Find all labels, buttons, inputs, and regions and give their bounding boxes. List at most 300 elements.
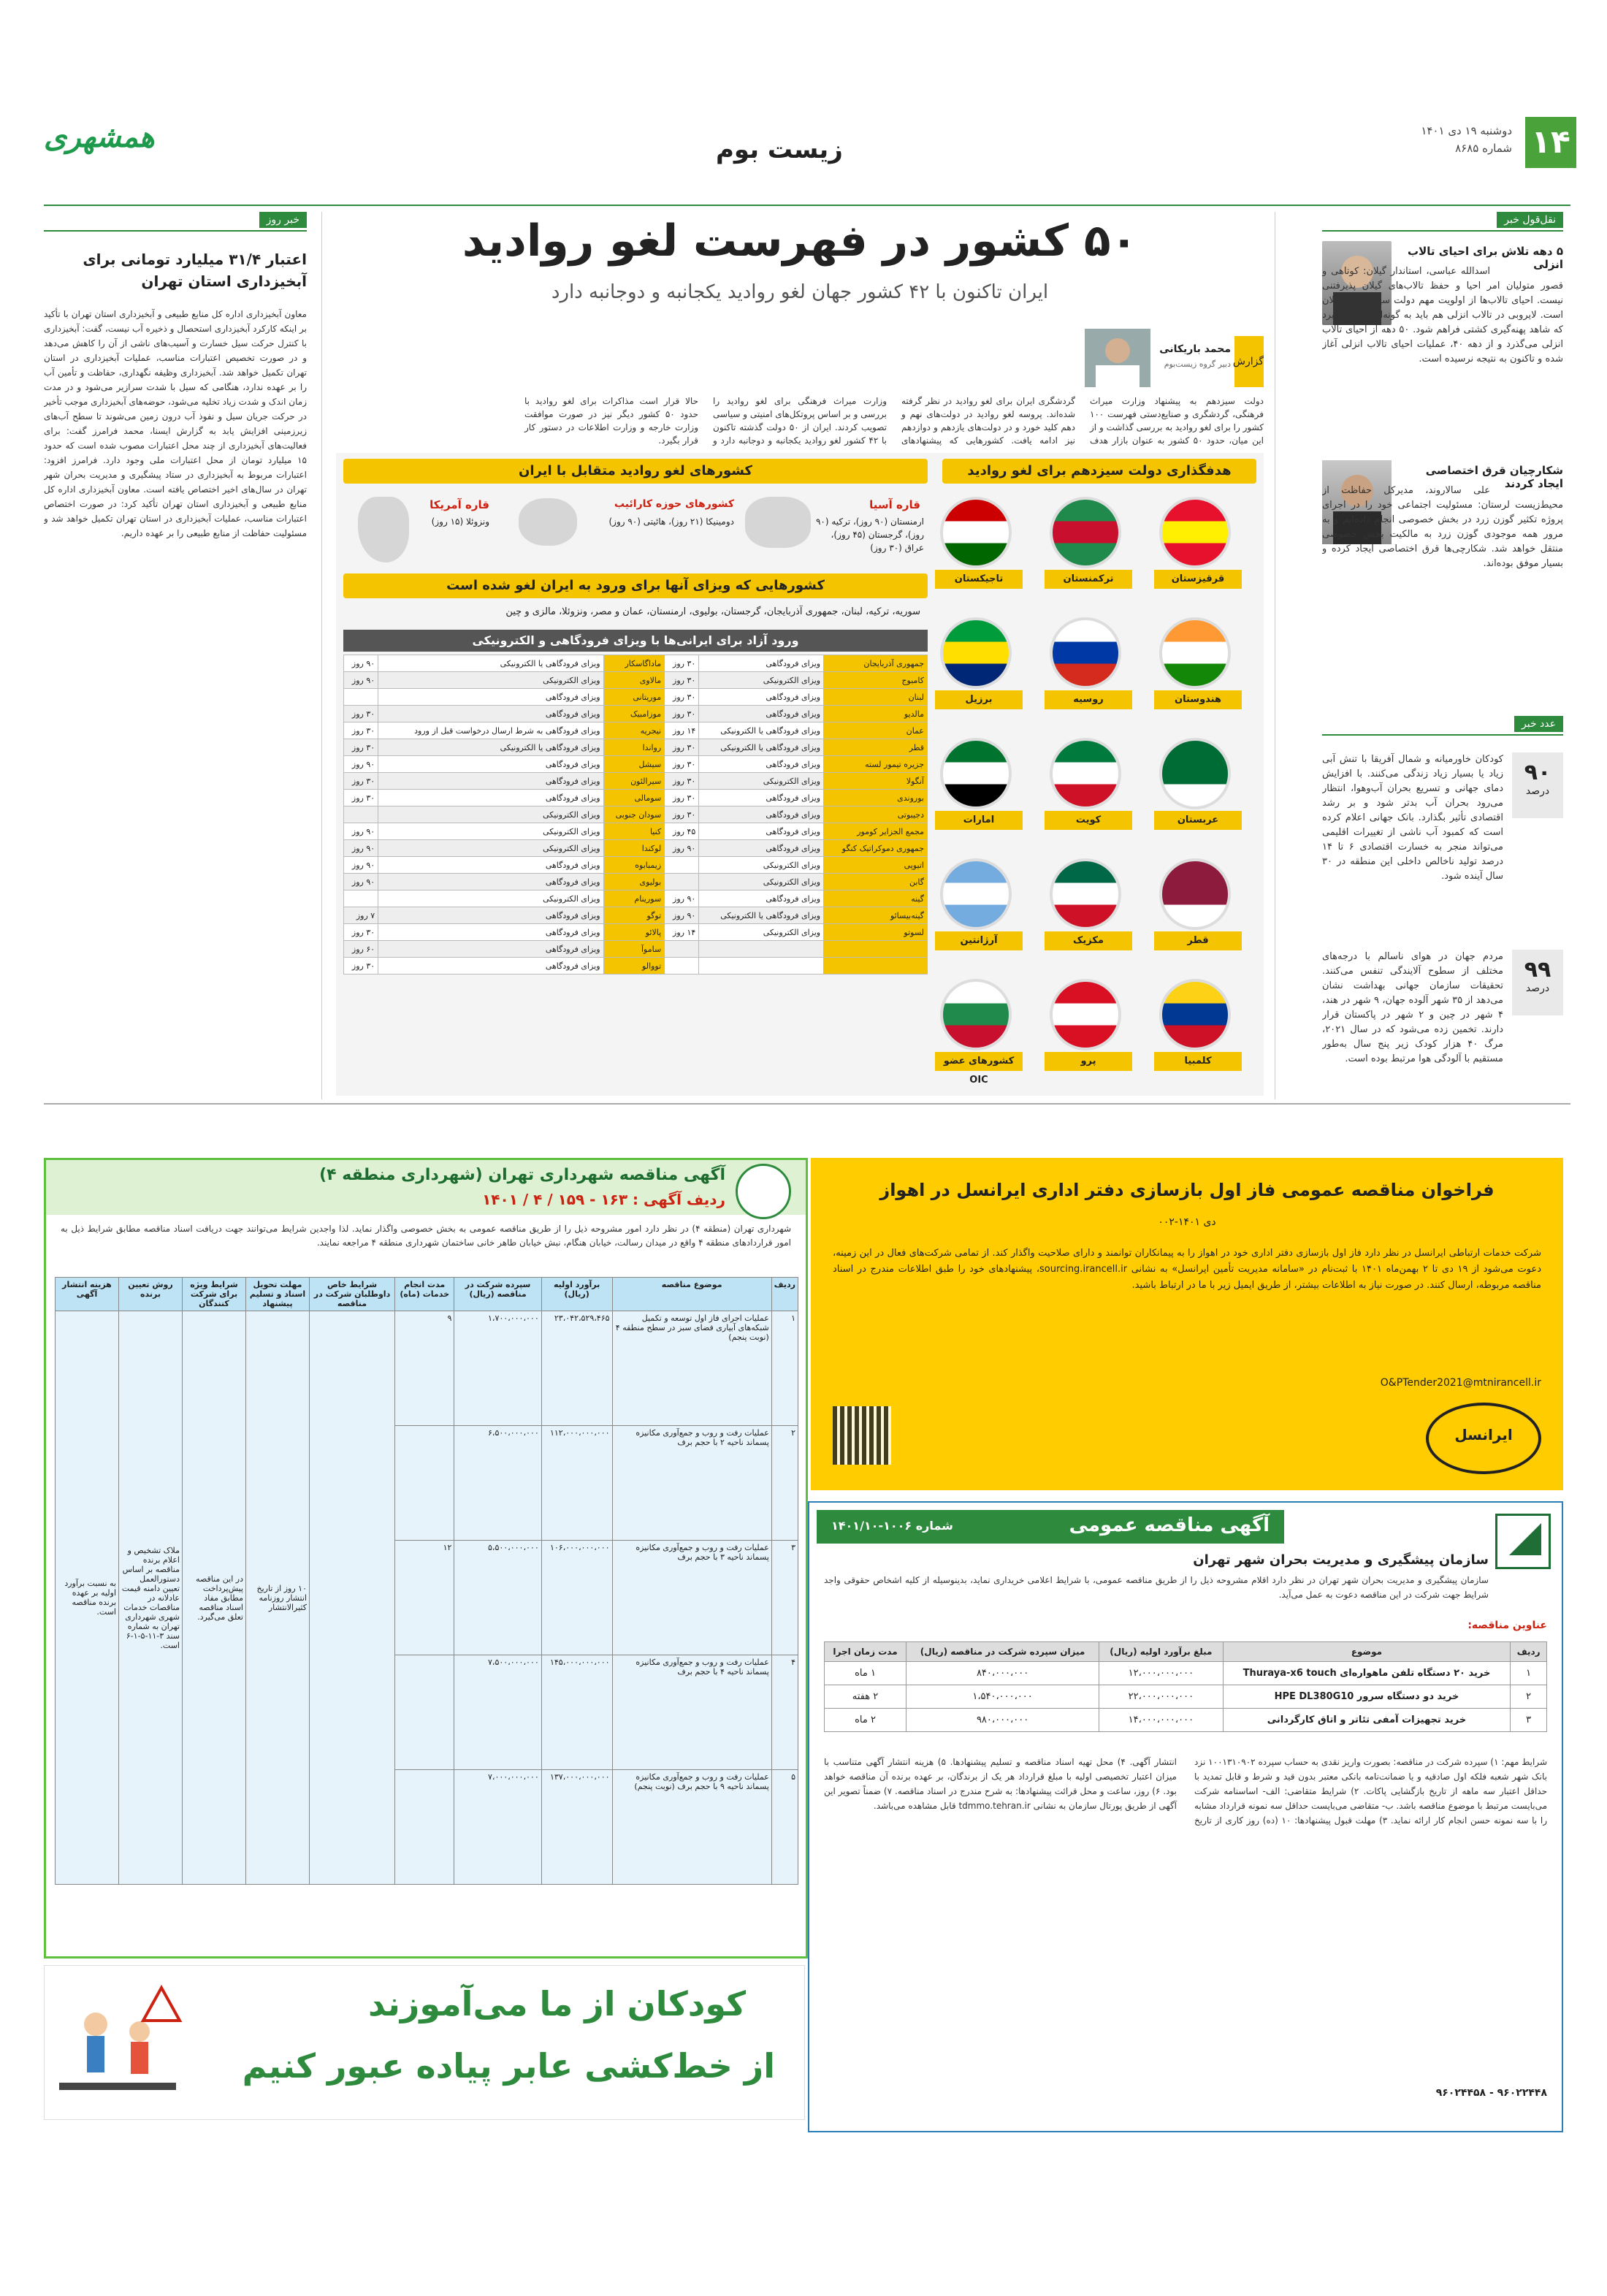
mtn-code: دی ۱۴۰۱-۰۰۲ (1158, 1216, 1216, 1228)
table-cell: ویزای الکترونیکی (378, 672, 603, 689)
table-cell: کامبوج (824, 672, 928, 689)
table-cell: خرید دو دستگاه سرور HPE DL380G10 (1223, 1685, 1511, 1709)
table-cell: ۹۰ روز (665, 840, 699, 857)
table-cell (699, 941, 824, 958)
municipality-ad (44, 1158, 808, 1959)
table-cell (395, 1770, 454, 1885)
table-cell: ماداگاسکار (603, 655, 665, 672)
table-cell: کنیا (603, 823, 665, 840)
flag-label: پرو (1045, 1052, 1132, 1071)
table-cell: ۹۰ روز (344, 655, 378, 672)
band-target-title: هدفگذاری دولت سیزدهم برای لغو روادید (967, 463, 1232, 478)
table-cell: ۸۴۰،۰۰۰،۰۰۰ (906, 1662, 1099, 1685)
quote-1-title: ۵ دهه تلاش برای احیای تالاب انزلی (1408, 245, 1563, 271)
flag-label: کشورهای عضو OIC (935, 1052, 1023, 1071)
table-cell: ویزای فرودگاهی (378, 874, 603, 890)
table-cell (824, 941, 928, 958)
news-body: معاون آبخیزداری اداره کل منابع طبیعی و آبخیزداری استان تهران با تأکید بر اینکه کارکرد آبخیزداری استحصال و ذخیره آب نیست، گفت: آبخیزداری با کنترل حرکت سیل خسارت و آسیب‌های ناشی از آن را کاهش می‌دهد و در صورت تخصیص اعتبارات مناسب، عملیات آبخیزداری در استان تهران تکمیل خواهد شد. آبخیزداری وظیفه نگهداری، حفاظت و تأمین آب را بر عهده ندارد، هنگامی که سیل با شدت سرازیر می‌شود و در مدت زمان اندک و شدت زیاد تخلیه می‌شود، حوضه‌های آبخیزداری موجب تأخیر در حرکت جریان سیل و نفوذ آب درون زمین می‌شوند تا سطح آب‌های زیرزمینی افزایش یابد به گزارش ایسنا، محمد فرامرز گفت: برای فعالیت‌های آبخیزداری از چند محل اعتبارات مصوب شده است که حدود ۱۵ میلیارد تومان از محل اعتبارات ملی وجود دارد. فرامرز افزود: اعتبارات مربوط به آبخیزداری در ستاد پیشگیری و مدیریت بحران شهر تهران در سال‌های اخیر اختصاص یافته است. معاون آبخیزداری اداره کل منابع طبیعی و آبخیزداری استان تهران تأکید کرد: در صورت اختصاص اعتبارات مناسب، عملیات آبخیزداری در استان تهران تکمیل خواهد شد و مسئولیت حفاظت از منابع طبیعی را بر عهده داریم. (44, 309, 307, 538)
crisis-table (824, 1641, 1547, 1732)
table-cell: ۳۰ روز (665, 739, 699, 756)
table-cell: ویزای فرودگاهی (699, 689, 824, 706)
tehran-emblem-icon (736, 1164, 791, 1219)
table-cell: لسوتو (824, 924, 928, 941)
flag-label: تاجیکستان (935, 570, 1023, 589)
table-cell: ویزای فرودگاهی (699, 840, 824, 857)
table-cell: ۳۰ روز (665, 790, 699, 806)
table-cell: ۳۰ روز (665, 706, 699, 722)
mtn-email[interactable]: O&PTender2021@mtnirancell.ir (1380, 1377, 1541, 1389)
headline: ۵۰ کشور در فهرست لغو روادید (462, 216, 1138, 267)
column-divider (321, 212, 322, 1099)
table-cell: ۹ (395, 1311, 454, 1426)
table-cell: ۹۰ روز (344, 857, 378, 874)
left-column (44, 212, 307, 1103)
flag-icon (1050, 858, 1121, 930)
table-cell: ویزای فرودگاهی (699, 706, 824, 722)
table-row (344, 874, 928, 890)
table-cell: ۱۲،۰۰۰،۰۰۰،۰۰۰ (1099, 1662, 1224, 1685)
quote-2-body: علی سالاروند، مدیرکل حفاظت از محیط‌زیست لرستان: مسئولیت اجتماعی خود را در اجرای پروژه تکثیر گوزن زرد در بخش خصوصی انجام داده‌ایم و به مرور همه موجودی گوزن زرد به مالکیت بخش خصوصی منتقل خواهد شد. شکارچی‌ها قرق اختصاصی ایجاد کرده و بسیار موفق بوده‌اند. (1322, 485, 1563, 569)
table-cell: ۷،۵۰۰،۰۰۰،۰۰۰ (454, 1655, 541, 1770)
children-illustration (52, 1980, 183, 2112)
flag-label: مکزیک (1045, 931, 1132, 950)
section-rule (44, 1103, 1570, 1105)
conditions-cell (310, 1311, 395, 1885)
column-header: مدت انجام خدمات (ماه) (395, 1278, 454, 1311)
table-cell: قطر (824, 739, 928, 756)
table-cell: ویزای الکترونیکی (699, 857, 824, 874)
table-cell: عملیات رفت و روب و جمع‌آوری مکانیزه پسماند ناحیه ۹ با حجم برف (نوبت پنجم) (612, 1770, 771, 1885)
flag-icon (1050, 497, 1121, 568)
table-cell: ۹۸۰،۰۰۰،۰۰۰ (906, 1709, 1099, 1732)
table-cell: ۶،۵۰۰،۰۰۰،۰۰۰ (454, 1426, 541, 1541)
column-header: مهلت تحویل اسناد و تسلیم پیشنهاد (246, 1278, 310, 1311)
lead-text: دولت سیزدهم به پیشنهاد وزارت میراث فرهنگی، گردشگری و صنایع‌دستی فهرست ۱۰۰ کشور را برای لغو روادید به بررسی گذاشت و از این میان، حدود ۵۰ کشور به عنوان بازار هدف گردشگری ایران برای لغو روادید در نظر گرفته شده‌اند. پروسه لغو روادید در دولت‌های نهم و دهم کلید خورد و در دولت‌های یازدهم و دوازدهم نیز ادامه یافت. کشورهایی که پیشنهادهای وزارت میراث فرهنگی برای لغو روادید را بررسی و بر اساس پروتکل‌های امنیتی و سیاسی تصویب کردند. ایران از ۵۰ دولت گذشته تاکنون با ۴۲ کشور لغو روادید یکجانبه و دوجانبه دارد و حالا قرار است مذاکرات برای لغو روادید با حدود ۵۰ کشور دیگر نیز در صورت موافقت وزارت خارجه و وزارت اطلاعات در دستور کار قرار بگیرد. (524, 396, 1264, 446)
table-cell (344, 890, 378, 907)
stat-box-2 (1512, 950, 1563, 1015)
table-cell: ۵،۵۰۰،۰۰۰،۰۰۰ (454, 1541, 541, 1655)
table-cell: ۱۲ (395, 1541, 454, 1655)
news-title: اعتبار ۳۱/۴ میلیارد تومانی برای آبخیزداری استان تهران (83, 251, 307, 290)
table-cell: دجیبوتی (824, 806, 928, 823)
org-emblem-icon (1502, 1516, 1549, 1563)
crisis-phone: ۹۶۰۲۲۴۴۸ - ۹۶۰۲۴۴۵۸ (1435, 2087, 1547, 2099)
mtn-title: فراخوان مناقصه عمومی فاز اول بازسازی دفتر اداری ایرانسل در اهواز (879, 1180, 1495, 1200)
table-cell: ملاک تشخیص و اعلام برنده مناقصه بر اساس دستورالعمل تعیین دامنه قیمت عادلانه در مناقصات خدمات شهری شهرداری تهران به شماره سند ۳-۱۱-۵-۱-۶ است. (119, 1311, 183, 1885)
table-cell: عملیات رفت و روب و جمع‌آوری مکانیزه پسماند ناحیه ۴ با حجم برف (612, 1655, 771, 1770)
column-header: سپرده شرکت در مناقصه (ریال) (454, 1278, 541, 1311)
table-row (56, 1311, 798, 1426)
asia-title: قاره آسیا (869, 498, 920, 511)
issue-date: دوشنبه ۱۹ دی ۱۴۰۱ (1421, 124, 1512, 137)
band-entry (343, 573, 928, 598)
logo: همشهری (44, 121, 155, 154)
table-cell (699, 958, 824, 975)
header (0, 95, 1607, 175)
band-mutual (343, 459, 928, 484)
table-cell: سیشل (603, 756, 665, 773)
table-cell: مالاوی (603, 672, 665, 689)
table-row (344, 756, 928, 773)
stat-unit: درصد (1525, 983, 1550, 994)
table-cell (665, 958, 699, 975)
flag-icon (1050, 738, 1121, 809)
table-cell: ویزای فرودگاهی یا الکترونیکی (378, 655, 603, 672)
asia-map (745, 497, 811, 548)
column-header: روش تعیین برنده (119, 1278, 183, 1311)
main-story (336, 212, 1264, 1103)
table-cell: ۳۰ روز (344, 773, 378, 790)
banner-line-2: از خط‌کشی عابر پیاده عبور کنیم (242, 2046, 775, 2086)
table-cell: ۱ (771, 1311, 798, 1426)
carib-map (519, 498, 577, 546)
table-cell: ۳۰ روز (344, 790, 378, 806)
table-cell: ۲ هفته (825, 1685, 906, 1709)
band-mutual-title: کشورهای لغو روادید متقابل با ایران (518, 463, 753, 478)
table-cell: ویزای فرودگاهی یا الکترونیکی (699, 739, 824, 756)
flag-icon (940, 738, 1012, 809)
asia-text: ارمنستان (۹۰ روز)، ترکیه (۹۰ روز)، گرجستان (۴۵ روز)، عراق (۳۰ روز) (815, 516, 924, 553)
table-cell: ۱،۵۴۰،۰۰۰،۰۰۰ (906, 1685, 1099, 1709)
table-cell: نیجریه (603, 722, 665, 739)
table-cell (665, 857, 699, 874)
crossing-icon (52, 1980, 183, 2112)
visa-table (343, 655, 928, 975)
table-row (344, 840, 928, 857)
crisis-number: شماره ۱۰۰۶-۱۴۰۱/۱۰ (831, 1519, 953, 1533)
table-cell: ۳۰ روز (344, 739, 378, 756)
table-cell: ویزای فرودگاهی (699, 655, 824, 672)
table-cell: ویزای فرودگاهی (378, 689, 603, 706)
stat-value: ۹۰ (1524, 760, 1551, 785)
table-cell: بولیوی (603, 874, 665, 890)
table-cell: ۲۲،۰۰۰،۰۰۰،۰۰۰ (1099, 1685, 1224, 1709)
column-header: ردیف (1511, 1642, 1547, 1662)
table-cell: ویزای فرودگاهی به شرط ارسال درخواست قبل از ورود (378, 722, 603, 739)
table-cell: جمهوری آذربایجان (824, 655, 928, 672)
table-row (344, 857, 928, 874)
band-entry-title: کشورهایی که ویزای آنها برای ورود به ایران لغو شده است (446, 578, 825, 593)
table-cell: سودان جنوبی (603, 806, 665, 823)
table-cell: توگو (603, 907, 665, 924)
crisis-banner (817, 1510, 1284, 1544)
municipality-intro: شهرداری تهران (منطقه ۴) در نظر دارد امور مشروحه ذیل را از طریق مناقصه عمومی به بخش خصوصی واگذار نماید. لذا واجدین شرایط می‌توانند جهت دریافت اسناد مناقصه مطابق شرایط ذیل به امور قراردادهای منطقه ۴ واقع در میدان رسالت، خیابان هنگام، نبش خیابان طاهر خانی ساختمان شهرداری منطقه ۴ مراجعه نمایند. (61, 1224, 792, 1248)
quote-1-body: اسدالله عباسی، استاندار گیلان: کوتاهی و قصور متولیان امر احیا و حفظ تالاب‌های گیلان پذیرفتنی نیست. احیای تالاب‌ها از اولویت مهم دولت سیزدهم در گیلان است. لایروبی در تالاب انزلی هم باید به گونه‌ای صورت گیرد که شاهد پهنه‌گیری کشتی فراهم شود. ۵۰ دهه از احیای تالاب انزلی می‌گذرد و از دهه ۴۰، عملیات احیای تالاب انزلی آغاز شده و تاکنون به نتیجه نرسیده است. (1322, 266, 1563, 365)
header-rule (44, 205, 1570, 206)
table-cell (344, 689, 378, 706)
table-cell: ویزای فرودگاهی (699, 790, 824, 806)
table-row (344, 739, 928, 756)
column-header: شرایط ویژه برای شرکت کنندگان (183, 1278, 246, 1311)
flag-icon (940, 497, 1012, 568)
column-header: برآورد اولیه (ریال) (541, 1278, 612, 1311)
column-header: میزان سپرده شرکت در مناقصه (ریال) (906, 1642, 1099, 1662)
table-cell: ویزای فرودگاهی (699, 890, 824, 907)
flag-icon (1050, 617, 1121, 689)
table-cell: زیمبابوه (603, 857, 665, 874)
table-cell: ۲ ماه (825, 1709, 906, 1732)
table-cell: لبنان (824, 689, 928, 706)
table-cell (665, 941, 699, 958)
column-header: موضوع مناقصه (612, 1278, 771, 1311)
report-tag: گزارش (1234, 336, 1264, 387)
flag-label: امارات (935, 811, 1023, 830)
flag-label: ترکمنستان (1045, 570, 1132, 589)
table-cell: ۳۰ روز (344, 706, 378, 722)
table-row (344, 958, 928, 975)
table-cell: ۳۰ روز (665, 655, 699, 672)
column-header: مبلغ برآورد اولیه (ریال) (1099, 1642, 1224, 1662)
table-cell (665, 874, 699, 890)
table-row (344, 823, 928, 840)
table-cell: ۱۴۵،۰۰۰،۰۰۰،۰۰۰ (541, 1655, 612, 1770)
table-cell: ۴ (771, 1655, 798, 1770)
table-row (344, 806, 928, 823)
table-cell: ۱۰۶،۰۰۰،۰۰۰،۰۰۰ (541, 1541, 612, 1655)
column-header: موضوع (1223, 1642, 1511, 1662)
table-cell: ویزای الکترونیکی (378, 840, 603, 857)
table-cell: ۲۳،۰۴۲،۵۲۹،۴۶۵ (541, 1311, 612, 1426)
mtn-logo (1426, 1403, 1541, 1474)
table-cell: به نسبت برآورد اولیه بر عهده برنده مناقصه است. (56, 1311, 119, 1885)
qr-code-icon[interactable] (833, 1406, 891, 1465)
table-row (344, 672, 928, 689)
table-cell: ۱۴ روز (665, 924, 699, 941)
table-row (344, 722, 928, 739)
author-photo (1085, 329, 1150, 387)
table-cell: ویزای الکترونیکی (699, 924, 824, 941)
table-cell: ۳۰ روز (344, 924, 378, 941)
table-row (344, 907, 928, 924)
table-cell: ویزای فرودگاهی (378, 773, 603, 790)
table-cell: ۹۰ روز (344, 840, 378, 857)
table-cell: ویزای فرودگاهی (378, 857, 603, 874)
table-cell: ۹۰ روز (344, 823, 378, 840)
table-cell: ویزای فرودگاهی یا الکترونیکی (699, 907, 824, 924)
table-cell: ۱ ماه (825, 1662, 906, 1685)
table-cell: مجمع الجزایر کومور (824, 823, 928, 840)
flag-label: آرژانتین (935, 931, 1023, 950)
table-cell: لوکندا (603, 840, 665, 857)
stat-value: ۹۹ (1524, 957, 1551, 983)
table-row (825, 1662, 1547, 1685)
flag-icon (1050, 979, 1121, 1050)
table-cell: مالدیو (824, 706, 928, 722)
flag-icon (940, 858, 1012, 930)
table-cell: جزیره تیمور لسته (824, 756, 928, 773)
table-cell: ویزای فرودگاهی (378, 756, 603, 773)
table-cell: ۳۰ روز (344, 958, 378, 975)
table-cell: جمهوری دموکراتیک کنگو (824, 840, 928, 857)
column-header: شرایط خاص داوطلبان شرکت در مناقصه (310, 1278, 395, 1311)
table-cell: ویزای فرودگاهی (378, 924, 603, 941)
section-title: زیست بوم (716, 135, 843, 164)
crisis-logo (1495, 1514, 1551, 1569)
flag-label: برزیل (935, 690, 1023, 709)
table-cell: ۱۱۲،۰۰۰،۰۰۰،۰۰۰ (541, 1426, 612, 1541)
table-row (344, 924, 928, 941)
right-column (1322, 212, 1563, 1088)
table-row (825, 1709, 1547, 1732)
table-cell: ویزای فرودگاهی یا الکترونیکی (699, 722, 824, 739)
table-cell: گینه‌بیسائو (824, 907, 928, 924)
flag-icon (940, 617, 1012, 689)
municipality-title: آگهی مناقصه شهرداری تهران (شهرداری منطقه ۴) (319, 1166, 725, 1184)
table-cell: ۱ (1511, 1662, 1547, 1685)
crisis-org: سازمان پیشگیری و مدیریت بحران شهر تهران (1193, 1552, 1489, 1568)
flag-label: روسیه (1045, 690, 1132, 709)
table-cell: ویزای فرودگاهی (378, 790, 603, 806)
municipality-table (55, 1277, 798, 1885)
table-cell: خرید ۲۰ دستگاه تلفن ماهواره‌ای Thuraya-x6 touch (1223, 1662, 1511, 1685)
table-cell: گابن (824, 874, 928, 890)
table-cell: ویزای فرودگاهی (699, 756, 824, 773)
author-icon (1085, 329, 1150, 387)
table-row (344, 890, 928, 907)
mtn-ad (811, 1158, 1563, 1490)
author-name: محمد باریکانی (1159, 343, 1231, 355)
table-cell: ۱۰ روز از تاریخ انتشار روزنامه کثیرالانتشار (246, 1311, 310, 1885)
table-cell: ویزای الکترونیکی (378, 890, 603, 907)
column-header: ردیف (771, 1278, 798, 1311)
table-cell: ۳۰ روز (665, 773, 699, 790)
column-header: هزینه انتشار آگهی (56, 1278, 119, 1311)
table-cell: اتیوپی (824, 857, 928, 874)
flag-icon (1159, 497, 1231, 568)
crisis-intro: سازمان پیشگیری و مدیریت بحران شهر تهران در نظر دارد اقلام مشروحه ذیل را از طریق مناقصه عمومی، با شرایط اعلامی خریداری نماید، بدینوسیله از کلیه اشخاص حقوقی واجد شرایط جهت شرکت در این مناقصه دعوت به عمل می‌آید. (824, 1575, 1489, 1600)
table-cell: رواندا (603, 739, 665, 756)
number-tag: عدد خبر (1514, 716, 1563, 732)
table-cell: گینه (824, 890, 928, 907)
quote-tag: نقل‌قول خبر (1497, 212, 1563, 228)
table-cell: ۹۰ روز (344, 672, 378, 689)
table-cell: ویزای الکترونیکی (378, 823, 603, 840)
table-cell: ویزای فرودگاهی (378, 941, 603, 958)
table-cell: ۶۰ روز (344, 941, 378, 958)
table-cell: ۳۰ روز (665, 672, 699, 689)
table-cell: ویزای الکترونیکی (378, 806, 603, 823)
subheadline: ایران تاکنون با ۴۲ کشور جهان لغو روادید یکجانبه و دوجانبه دارد (551, 281, 1049, 303)
stat-box-1 (1512, 752, 1563, 818)
table-row (344, 941, 928, 958)
quote-2-title: شکارچیان قرق اختصاصی ایجاد کردند (1425, 464, 1563, 490)
table-cell: ۲ (1511, 1685, 1547, 1709)
entry-list: سوریه، ترکیه، لبنان، جمهوری آذربایجان، گرجستان، بولیوی، ارمنستان، عمان و مصر، ونزوئلا، مالزی و چین (505, 606, 920, 617)
table-cell: ویزای فرودگاهی (699, 823, 824, 840)
band-target (942, 459, 1256, 484)
crisis-ad (808, 1501, 1563, 2132)
table-cell: ۵ (771, 1770, 798, 1885)
issue-number: شماره ۸۶۸۵ (1455, 142, 1512, 155)
table-cell: خرید تجهیزات آمفی تئاتر و اتاق کارگردانی (1223, 1709, 1511, 1732)
banner-line-1: کودکان از ما می‌آموزند (368, 1984, 746, 2024)
table-cell: ویزای فرودگاهی (378, 907, 603, 924)
table-cell (395, 1655, 454, 1770)
table-cell: ویزای فرودگاهی (378, 706, 603, 722)
table-cell: سورینام (603, 890, 665, 907)
stat-2-body: مردم جهان در هوای ناسالم با درجه‌های مختلف از سطوح آلایندگی تنفس می‌کنند. تحقیقات سازمان جهانی بهداشت نشان می‌دهد از ۳۵ شهر آلوده جهان، ۹ شهر در هند، ۴ شهر در چین و ۲ شهر در پاکستان قرار دارند. تخمین زده می‌شود که در سال ۲۰۲۱، مرگ ۴۰ هزار کودک زیر پنج سال به‌طور مستقیم با آلودگی هوا مرتبط بوده است. (1322, 951, 1503, 1064)
flag-icon (1159, 858, 1231, 930)
table-cell: تووالو (603, 958, 665, 975)
table-cell (824, 958, 928, 975)
table-cell: ویزای فرودگاهی (699, 806, 824, 823)
table-cell: ۷،۰۰۰،۰۰۰،۰۰۰ (454, 1770, 541, 1885)
table-cell: عملیات رفت و روب و جمع‌آوری مکانیزه پسماند ناحیه ۳ با حجم برف (612, 1541, 771, 1655)
table-cell: ۹۰ روز (665, 907, 699, 924)
table-cell: ۳۰ روز (665, 756, 699, 773)
table-row (344, 706, 928, 722)
table-cell: ۳۰ روز (665, 689, 699, 706)
table-cell: ۳ (771, 1541, 798, 1655)
table-cell: پالائو (603, 924, 665, 941)
table-row (344, 655, 928, 672)
flag-icon (940, 979, 1012, 1050)
flag-label: کویت (1045, 811, 1132, 830)
table-cell: موریتانی (603, 689, 665, 706)
mtn-body: شرکت خدمات ارتباطی ایرانسل در نظر دارد فاز اول بازسازی دفتر اداری خود در اهواز را به پیمانکاران توانمند و دارای صلاحیت واگذار کند. از تمامی شرکت‌های فعال در این زمینه، دعوت می‌شود از ۱۹ دی تا ۲ بهمن‌ماه ۱۴۰۱ با ثبت‌نام در «سامانه مدیریت تأمین ایرانسل» به نشانی sourcing.irancell.ir، پیشنهادهای خود را طبق اطلاعات مندرج در اسناد مناقصه مربوطه، ارسال کنند. در صورت نیاز به اطلاعات بیشتر، از طریق ایمیل زیر با ما در ارتباط باشید. (833, 1248, 1541, 1291)
quote-tag-rule (1322, 230, 1563, 232)
news-tag: خبر روز (259, 212, 307, 228)
table-cell: ۷ روز (344, 907, 378, 924)
table-cell (344, 806, 378, 823)
table-cell: ۱۳۷،۰۰۰،۰۰۰،۰۰۰ (541, 1770, 612, 1885)
table-cell: ۱۴،۰۰۰،۰۰۰،۰۰۰ (1099, 1709, 1224, 1732)
flag-label: قرقیزستان (1154, 570, 1242, 589)
crisis-banner-title: آگهی مناقصه عمومی (1069, 1514, 1270, 1536)
table-cell: ۹۰ روز (665, 890, 699, 907)
table-row (825, 1685, 1547, 1709)
flag-icon (1159, 738, 1231, 809)
table-cell: ویزای فرودگاهی یا الکترونیکی (378, 739, 603, 756)
flag-label: کلمبیا (1154, 1052, 1242, 1071)
table-row (344, 790, 928, 806)
flag-label: عربستان (1154, 811, 1242, 830)
america-title: قاره آمریکا (430, 498, 489, 511)
page-number: ۱۴ (1525, 117, 1576, 168)
table-cell: ویزای الکترونیکی (699, 874, 824, 890)
table-cell: موزامبیک (603, 706, 665, 722)
table-cell: بوروندی (824, 790, 928, 806)
news-tag-rule (44, 230, 307, 232)
flag-label: هندوستان (1154, 690, 1242, 709)
table-row (344, 773, 928, 790)
column-header: مدت زمان اجرا (825, 1642, 906, 1662)
table-cell: عمان (824, 722, 928, 739)
stat-unit: درصد (1525, 785, 1550, 797)
table-cell: عملیات رفت و روب و جمع‌آوری مکانیزه پسماند ناحیه ۲ با حجم برف (612, 1426, 771, 1541)
crisis-conditions: شرایط مهم: ۱) سپرده شرکت در مناقصه: بصورت واریز نقدی به حساب سپرده ۱۰۰۱۳۱۰۹۰۲ نزد بانک شهر شعبه فلکه اول صادقیه و یا ضمانت‌نامه بانکی معتبر بدون قید و شرط و قابل تمدید با حداقل اعتبار سه ماهه از تاریخ بازگشایی پاکات. ۲) شرایط متقاضی: الف- اساسنامه شرکت می‌بایست مرتبط با موضوع مناقصه باشد. ب- متقاضی می‌بایست حداقل سه نمونه قرارداد مشابه را با سه نمونه حسن انجام کار ارائه نماید. ۳) مهلت قبول پیشنهادها: ۱۰ (ده) روز کاری از تاریخ انتشار آگهی. ۴) محل تهیه اسناد مناقصه و تسلیم پیشنهادها. ۵) هزینه انتشار آگهی متناسب با میزان اعتبار تخصیصی اولیه با مبلغ قرارداد هر یک از برندگان، بر عهده برنده آن مناقصه خواهد بود. ۶) روز، ساعت و محل قرائت پیشنهادها: به شرح مندرج در اسناد مناقصه. ۷) ضمناً تصویر این آگهی از طریق پورتال سازمان به نشانی tdmmo.tehran.ir قابل مشاهده می‌باشد. (824, 1757, 1547, 1826)
table-cell: در این مناقصه پیش‌پرداخت مطابق مفاد اسناد مناقصه تعلق می‌گیرد. (183, 1311, 246, 1885)
america-text: ونزوئلا (۱۵ روز) (431, 516, 489, 527)
number-tag-rule (1322, 734, 1563, 736)
safety-banner (44, 1965, 805, 2120)
crisis-subject-label: عناوین مناقصه: (1467, 1620, 1547, 1631)
table-cell: ویزای الکترونیکی (699, 672, 824, 689)
municipality-row-line: ردیف آگهی : ۱۶۳ - ۱۵۹ / ۴ / ۱۴۰۱ (482, 1191, 725, 1208)
table-cell: عملیات اجرای فاز اول توسعه و تکمیل شبکه‌های آبیاری فضای سبز در سطح منطقه ۴ (نوبت پنجم) (612, 1311, 771, 1426)
mtn-logo-text: ایرانسل (1454, 1426, 1513, 1443)
flag-icon (1159, 617, 1231, 689)
table-cell: سیرالئون (603, 773, 665, 790)
table-cell: ۱،۷۰۰،۰۰۰،۰۰۰ (454, 1311, 541, 1426)
table-cell: ۳ (1511, 1709, 1547, 1732)
table-cell: ۹۰ روز (344, 874, 378, 890)
flag-icon (1159, 979, 1231, 1050)
table-cell: سومالی (603, 790, 665, 806)
band-free (343, 630, 928, 652)
table-cell: ۲ (771, 1426, 798, 1541)
table-cell: ۴۵ روز (665, 823, 699, 840)
